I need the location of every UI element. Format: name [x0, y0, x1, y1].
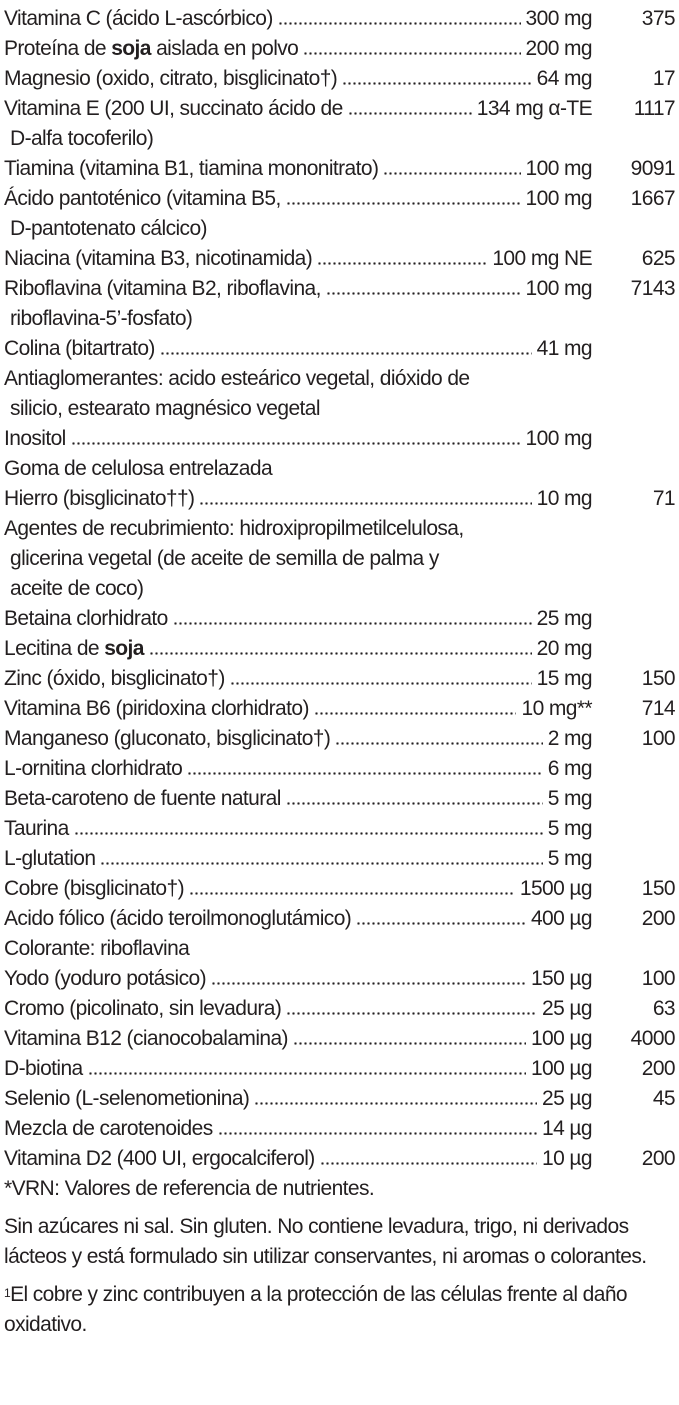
- ingredient-name-text: Beta-caroteno de fuente natural: [4, 787, 281, 810]
- ingredient-amount: 41 mg: [536, 337, 592, 360]
- ingredient-text-block: [4, 364, 679, 424]
- ingredient-name-text: Ácido pantoténico (vitamina B5,: [4, 187, 281, 210]
- ingredient-name-text: Selenio (L-selenometionina): [4, 1087, 250, 1110]
- ingredient-vrn: 200: [641, 1147, 675, 1170]
- ingredient-amount: 10 mg**: [521, 697, 592, 720]
- ingredient-name: [4, 484, 194, 514]
- ingredient-name-continuation: riboflavina-5’-fosfato): [10, 307, 193, 330]
- ingredient-vrn: 1117: [633, 97, 675, 120]
- ingredient-row: [4, 634, 679, 664]
- ingredient-name-text: Lecitina de: [4, 637, 105, 660]
- ingredient-name: [4, 994, 281, 1024]
- ingredient-row: [4, 334, 679, 364]
- ingredient-row: [4, 724, 679, 754]
- health-claim-note: [4, 1280, 679, 1340]
- ingredient-name-text: Vitamina C (ácido L-ascórbico): [4, 7, 273, 30]
- ingredient-name-text: Cobre (bisglicinato†): [4, 877, 184, 900]
- ingredient-name-continuation: D-pantotenato cálcico): [10, 217, 207, 240]
- dot-leader: [160, 334, 532, 356]
- dot-leader: [320, 1144, 537, 1166]
- dot-leader: [88, 1054, 526, 1076]
- ingredient-amount: 64 mg: [536, 67, 592, 90]
- ingredient-amount: 5 mg: [547, 787, 592, 810]
- ingredient-name: [4, 1114, 213, 1144]
- ingredient-amount: 100 mg NE: [492, 247, 592, 270]
- ingredient-amount: 300 mg: [525, 7, 592, 30]
- dot-leader: [317, 244, 487, 266]
- dot-leader: [356, 904, 526, 926]
- ingredient-name-text: L-glutation: [4, 847, 96, 870]
- ingredient-amount: 6 mg: [547, 757, 592, 780]
- dot-leader: [230, 664, 532, 686]
- ingredient-name: [4, 964, 206, 994]
- dot-leader: [211, 964, 526, 986]
- section-gap: [4, 1272, 679, 1280]
- ingredient-row: [4, 754, 679, 784]
- ingredient-vrn: 7143: [630, 277, 675, 300]
- ingredient-name: [4, 784, 281, 814]
- ingredient-amount: 200 mg: [525, 37, 592, 60]
- ingredient-name: [4, 94, 343, 124]
- ingredient-name: [4, 874, 184, 904]
- ingredient-name-text: aislada en polvo: [150, 37, 299, 60]
- ingredient-row: [4, 784, 679, 814]
- dot-leader: [303, 34, 520, 56]
- dot-leader: [286, 184, 521, 206]
- ingredient-name-continuation: D-alfa tocoferilo): [10, 127, 154, 150]
- ingredient-vrn: 150: [641, 877, 675, 900]
- ingredient-text-line: Colorante: riboflavina: [4, 937, 190, 960]
- ingredient-name-text: Vitamina B6 (piridoxina clorhidrato): [4, 697, 309, 720]
- ingredient-amount: 14 µg: [542, 1117, 592, 1140]
- dot-leader: [149, 634, 532, 656]
- dot-leader: [100, 844, 542, 866]
- ingredient-amount: 25 µg: [542, 1087, 592, 1110]
- ingredient-text-block: [4, 514, 679, 604]
- ingredient-row: [4, 604, 679, 634]
- ingredient-name: [4, 634, 144, 664]
- ingredient-name-text: Yodo (yoduro potásico): [4, 967, 206, 990]
- ingredient-name: [4, 754, 182, 784]
- ingredient-row: [4, 1084, 679, 1114]
- ingredient-row: [4, 1114, 679, 1144]
- ingredient-name: [4, 814, 69, 844]
- ingredient-name-text: Riboflavina (vitamina B2, riboflavina,: [4, 277, 321, 300]
- ingredient-vrn: 63: [652, 997, 675, 1020]
- free-from-note: Sin azúcares ni sal. Sin gluten. No contiene levadura, trigo, ni derivados lácteos y está formulado sin utilizar conservantes, ni aromas o colorantes.: [4, 1215, 647, 1268]
- dot-leader: [293, 1024, 526, 1046]
- ingredient-name-text: Betaina clorhidrato: [4, 607, 168, 630]
- ingredient-name: [4, 424, 66, 454]
- dot-leader: [278, 4, 521, 26]
- dot-leader: [348, 94, 472, 116]
- dot-leader: [335, 724, 542, 746]
- ingredient-text-block: [4, 934, 679, 964]
- ingredient-row: [4, 664, 679, 694]
- ingredient-amount: 400 µg: [530, 907, 592, 930]
- ingredient-name-text: Cromo (picolinato, sin levadura): [4, 997, 282, 1020]
- ingredient-vrn: 71: [652, 487, 675, 510]
- ingredient-amount: 2 mg: [547, 727, 592, 750]
- dot-leader: [383, 154, 520, 176]
- ingredient-row: [4, 34, 679, 64]
- ingredient-row: [4, 1054, 679, 1084]
- ingredient-amount: 15 mg: [536, 667, 592, 690]
- ingredient-text-line: Goma de celulosa entrelazada: [4, 457, 273, 480]
- allergen-text: soja: [111, 37, 151, 60]
- ingredient-text-line: aceite de coco): [10, 577, 144, 600]
- ingredient-name-text: L-ornitina clorhidrato: [4, 757, 183, 780]
- ingredient-name: [4, 154, 378, 184]
- ingredient-amount: 100 µg: [530, 1057, 592, 1080]
- ingredient-row: [4, 424, 679, 454]
- ingredient-text-line: silicio, estearato magnésico vegetal: [10, 397, 320, 420]
- dot-leader: [189, 874, 515, 896]
- ingredient-name: [4, 604, 168, 634]
- ingredient-name: [4, 1144, 315, 1174]
- ingredient-row: [4, 814, 679, 844]
- dot-leader: [314, 694, 517, 716]
- allergen-text: soja: [104, 637, 144, 660]
- ingredient-row: [4, 4, 679, 34]
- ingredient-name-text: Vitamina D2 (400 UI, ergocalciferol): [4, 1147, 315, 1170]
- ingredient-name: [4, 334, 155, 364]
- ingredient-amount: 5 mg: [547, 847, 592, 870]
- ingredient-name-text: Niacina (vitamina B3, nicotinamida): [4, 247, 313, 270]
- ingredient-vrn: 200: [641, 1057, 675, 1080]
- dot-leader: [326, 274, 521, 296]
- ingredient-vrn: 45: [652, 1087, 675, 1110]
- ingredient-name-text: D-biotina: [4, 1057, 83, 1080]
- ingredient-vrn: 1667: [630, 187, 675, 210]
- ingredient-name-text: Vitamina B12 (cianocobalamina): [4, 1027, 288, 1050]
- ingredient-name-text: Hierro (bisglicinato††): [4, 487, 195, 510]
- ingredient-name: [4, 904, 351, 934]
- dot-leader: [342, 64, 531, 86]
- ingredient-name-text: Proteína de: [4, 37, 112, 60]
- dot-leader: [187, 754, 542, 776]
- dot-leader: [286, 784, 543, 806]
- ingredient-name-text: Tiamina (vitamina B1, tiamina mononitrato): [4, 157, 379, 180]
- ingredient-amount: 100 mg: [525, 157, 592, 180]
- ingredient-vrn: 714: [641, 697, 675, 720]
- ingredient-amount: 25 mg: [536, 607, 592, 630]
- ingredient-vrn: 625: [641, 247, 675, 270]
- ingredient-name: [4, 34, 298, 64]
- ingredient-name: [4, 694, 309, 724]
- ingredient-name: [4, 724, 330, 754]
- ingredient-row: [4, 154, 679, 184]
- ingredient-amount: 100 mg: [525, 427, 592, 450]
- ingredient-vrn: 375: [641, 7, 675, 30]
- ingredient-name: [4, 4, 273, 34]
- dot-leader: [74, 814, 543, 836]
- ingredient-name: [4, 184, 281, 214]
- ingredient-row: [4, 244, 679, 274]
- ingredient-vrn: 9091: [630, 157, 675, 180]
- ingredient-name-text: Mezcla de carotenoides: [4, 1117, 213, 1140]
- ingredient-amount: 20 mg: [536, 637, 592, 660]
- ingredient-amount: 10 µg: [542, 1147, 592, 1170]
- ingredient-row: [4, 94, 679, 154]
- ingredient-amount: 25 µg: [542, 997, 592, 1020]
- ingredient-vrn: 150: [641, 667, 675, 690]
- dot-leader: [218, 1114, 537, 1136]
- ingredient-amount: 134 mg α-TE: [476, 97, 592, 120]
- ingredient-name-text: Zinc (óxido, bisglicinato†): [4, 667, 225, 690]
- ingredient-text-line: glicerina vegetal (de aceite de semilla de palma y: [10, 547, 439, 570]
- section-gap: [4, 1204, 679, 1212]
- dot-leader: [286, 994, 537, 1016]
- ingredient-row: [4, 904, 679, 934]
- ingredient-row: [4, 694, 679, 724]
- ingredient-row: [4, 1144, 679, 1174]
- ingredient-amount: 150 µg: [530, 967, 592, 990]
- ingredient-amount: 10 mg: [536, 487, 592, 510]
- dot-leader: [254, 1084, 537, 1106]
- ingredient-amount: 1500 µg: [519, 877, 592, 900]
- ingredient-text-line: Antiaglomerantes: acido esteárico vegetal, dióxido de: [4, 367, 470, 390]
- ingredient-name: [4, 274, 321, 304]
- ingredient-name: [4, 1084, 249, 1114]
- ingredient-text-block: [4, 454, 679, 484]
- ingredient-name: [4, 1024, 288, 1054]
- ingredient-row: [4, 274, 679, 334]
- ingredient-list: [4, 4, 679, 1174]
- ingredient-vrn: 4000: [630, 1027, 675, 1050]
- ingredient-amount: 100 mg: [525, 277, 592, 300]
- ingredient-vrn: 100: [641, 967, 675, 990]
- ingredient-amount: 5 mg: [547, 817, 592, 840]
- ingredient-vrn: 17: [652, 67, 675, 90]
- ingredient-row: [4, 874, 679, 904]
- ingredient-row: [4, 844, 679, 874]
- ingredient-amount: 100 µg: [530, 1027, 592, 1050]
- ingredient-name: [4, 1054, 83, 1084]
- ingredient-name-text: Acido fólico (ácido teroilmonoglutámico): [4, 907, 352, 930]
- ingredient-name-text: Colina (bitartrato): [4, 337, 155, 360]
- ingredient-row: [4, 184, 679, 244]
- ingredient-row: [4, 964, 679, 994]
- health-claim-text: El cobre y zinc contribuyen a la protección de las células frente al daño oxidativo.: [4, 1283, 627, 1336]
- ingredient-vrn: 100: [641, 727, 675, 750]
- dot-leader: [71, 424, 521, 446]
- dot-leader: [173, 604, 532, 626]
- ingredient-row: [4, 1024, 679, 1054]
- ingredient-row: [4, 484, 679, 514]
- ingredient-name-text: Magnesio (oxido, citrato, bisglicinato†): [4, 67, 338, 90]
- ingredient-vrn: 200: [641, 907, 675, 930]
- ingredient-name-text: Manganeso (gluconato, bisglicinato†): [4, 727, 331, 750]
- vrn-footnote: *VRN: Valores de referencia de nutrientes.: [4, 1177, 375, 1200]
- claim-marker: 1: [4, 1286, 11, 1300]
- ingredient-name: [4, 244, 312, 274]
- ingredient-row: [4, 64, 679, 94]
- ingredient-name: [4, 664, 225, 694]
- ingredient-amount: 100 mg: [525, 187, 592, 210]
- ingredient-name-text: Inositol: [4, 427, 66, 450]
- ingredient-name-text: Taurina: [4, 817, 69, 840]
- ingredient-row: [4, 994, 679, 1024]
- ingredient-name-text: Vitamina E (200 UI, succinato ácido de: [4, 97, 343, 120]
- ingredient-name: [4, 64, 337, 94]
- ingredient-name: [4, 844, 95, 874]
- ingredient-text-line: Agentes de recubrimiento: hidroxipropilmetilcelulosa,: [4, 517, 464, 540]
- dot-leader: [199, 484, 531, 506]
